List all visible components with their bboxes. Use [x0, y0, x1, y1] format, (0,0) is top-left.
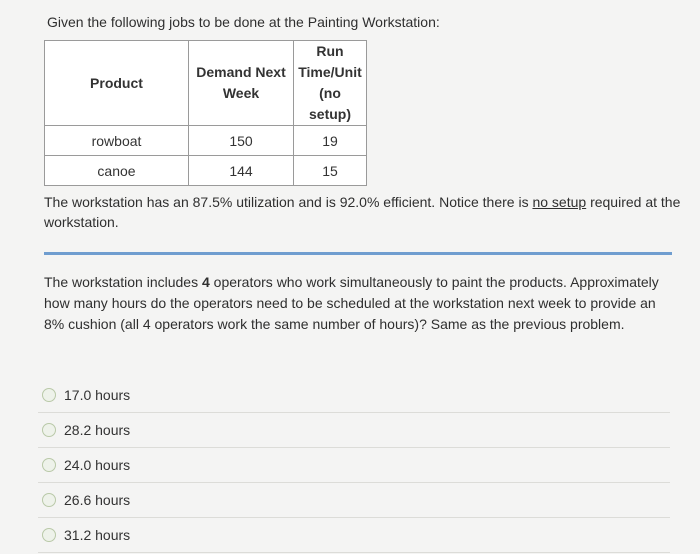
- question-bold-number: 4: [201, 274, 210, 290]
- jobs-table: [44, 40, 367, 186]
- answer-option[interactable]: [38, 483, 670, 518]
- statement-part1: The workstation has an 87.5% utilization and is 92.0% efficient. Notice there is: [44, 194, 533, 210]
- header-run-line2: Time/Unit: [298, 64, 362, 80]
- question-part1: The workstation includes: [44, 274, 202, 290]
- table-row: [45, 156, 367, 186]
- cell-run-time: 19: [294, 126, 367, 156]
- cell-product: rowboat: [45, 126, 189, 156]
- answer-option-label[interactable]: 24.0 hours: [64, 457, 131, 473]
- radio-button[interactable]: [42, 493, 56, 507]
- header-demand-line2: Week: [222, 85, 260, 101]
- cell-demand: 144: [189, 156, 294, 186]
- question-text: [44, 272, 664, 335]
- answer-option-label[interactable]: 31.2 hours: [64, 527, 131, 543]
- question-part2: operators who work simultaneously to paint the products. Approximately how many hours do the operators need to be scheduled at the workstation next week to provide an 8% cushion (all 4 operators work the same number of hours)? Same as the previous problem.: [44, 274, 659, 332]
- intro-text: Given the following jobs to be done at the Painting Workstation:: [47, 14, 440, 30]
- radio-button[interactable]: [42, 528, 56, 542]
- radio-button[interactable]: [42, 423, 56, 437]
- statement-underlined: no setup: [532, 194, 587, 210]
- answer-option[interactable]: [38, 448, 670, 483]
- header-run-time: [294, 41, 367, 126]
- table-header-row: [45, 41, 367, 126]
- cell-demand: 150: [189, 126, 294, 156]
- cell-run-time: 15: [294, 156, 367, 186]
- answer-option[interactable]: [38, 413, 670, 448]
- statement-part2: required at the workstation.: [44, 194, 681, 230]
- header-product: Product: [45, 41, 189, 126]
- header-run-line3: (no setup): [309, 85, 351, 122]
- cell-product: canoe: [45, 156, 189, 186]
- answer-option[interactable]: [38, 378, 670, 413]
- header-demand: [189, 41, 294, 126]
- answer-option-label[interactable]: 28.2 hours: [64, 422, 131, 438]
- radio-button[interactable]: [42, 458, 56, 472]
- workstation-statement: [44, 192, 684, 232]
- header-demand-line1: Demand Next: [196, 64, 286, 80]
- radio-button[interactable]: [42, 388, 56, 402]
- answer-option-label[interactable]: 17.0 hours: [64, 387, 131, 403]
- header-run-line1: Run: [316, 43, 344, 59]
- section-divider: [44, 252, 672, 255]
- table-row: [45, 126, 367, 156]
- answer-option-label[interactable]: 26.6 hours: [64, 492, 131, 508]
- answer-options: [38, 378, 670, 553]
- answer-option[interactable]: [38, 518, 670, 553]
